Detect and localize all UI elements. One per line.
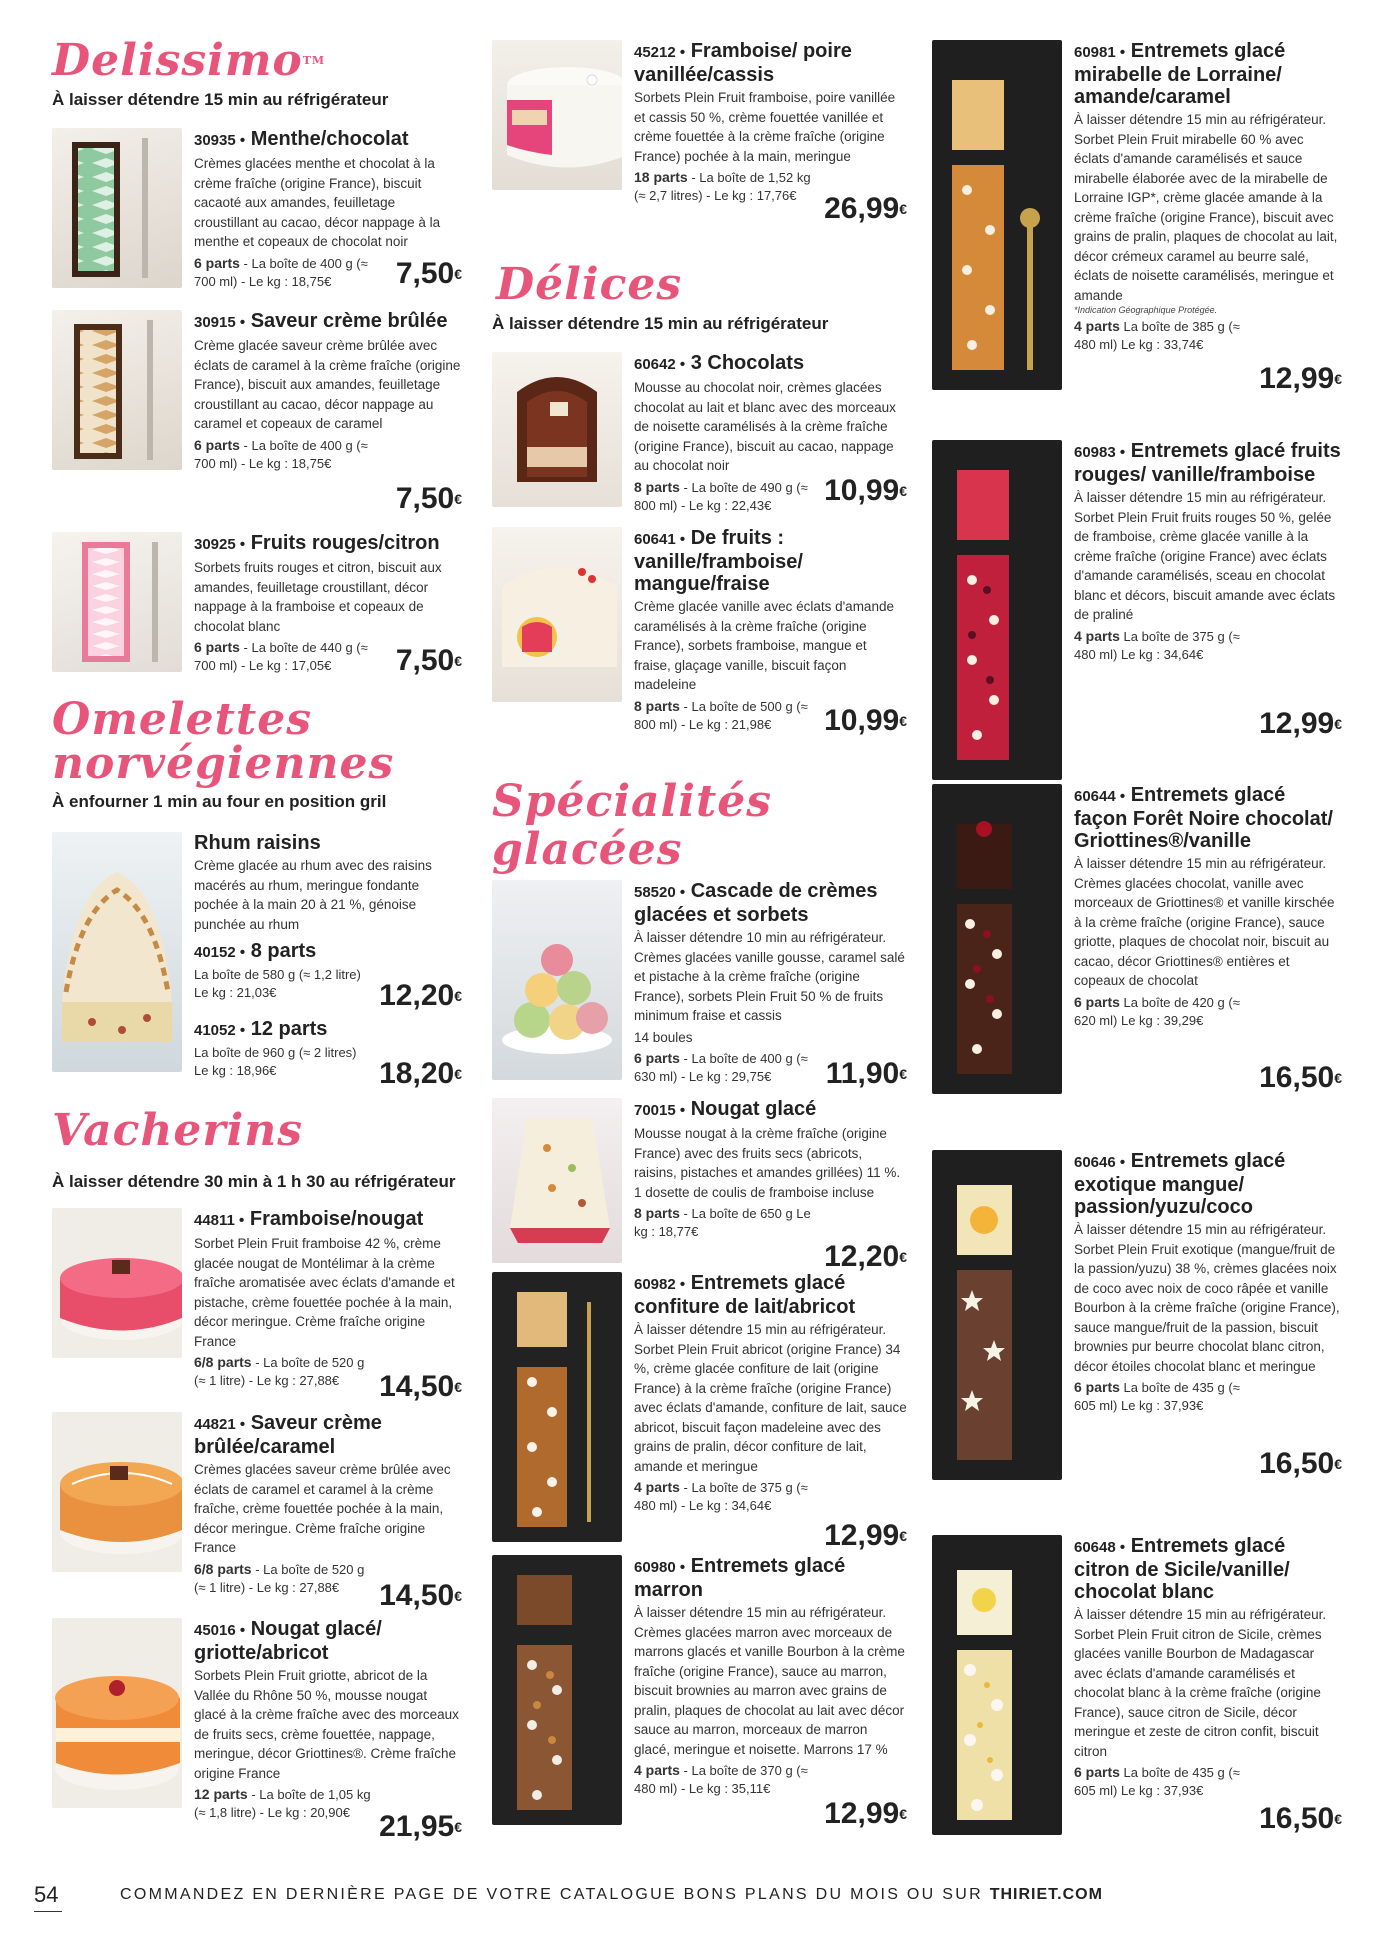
product-text: 30935 • Menthe/chocolat Crèmes glacées menthe et chocolat à la crème fraîche (origine France), biscuit cacaoté aux amandes, feuilletage croustillant au cacao, décor nappage à la menthe et copeaux de chocolat noir 6 parts - La boîte de 400 g (≈ 700 ml) - Le kg : 18,75€ 7,50€ xyxy=(194,128,462,290)
product-card[interactable] xyxy=(52,128,462,290)
product-card[interactable] xyxy=(932,440,1342,740)
variant: 41052 • 12 parts La boîte de 960 g (≈ 2 litres) Le kg : 18,96€ 18,20€ xyxy=(194,1018,462,1090)
product-card[interactable] xyxy=(492,1272,907,1552)
product-photo xyxy=(492,1098,622,1263)
price: 12,99€ xyxy=(824,1797,907,1830)
cake-image xyxy=(492,527,622,702)
price: 21,95€ xyxy=(379,1810,462,1843)
product-photo xyxy=(492,352,622,507)
product-photo xyxy=(492,880,622,1080)
cake-image xyxy=(492,40,622,190)
section-subtitle: À laisser détendre 15 min au réfrigérateur xyxy=(52,90,389,109)
product-card[interactable] xyxy=(492,527,907,737)
price: 16,50€ xyxy=(1259,1802,1342,1835)
cake-image xyxy=(52,832,182,1072)
product-text: 60982 • Entremets glacé confiture de lait/abricot À laisser détendre 15 min au réfrigérateur. Sorbet Plein Fruit abricot (origine France) 34 %, crème glacée confiture de lait (origine France) à la crème fraîche (origine France) avec éclats d'amande, confiture de lait, sauce abricot, biscuit façon madeleine avec des grains de pralin, décor confiture de lait, amande et meringue 4 parts - La boîte de 375 g (≈ 480 ml) - Le kg : 34,64€ 12,99€ xyxy=(634,1272,907,1552)
product-card[interactable] xyxy=(492,880,907,1090)
section-subtitle: À laisser détendre 15 min au réfrigérateur xyxy=(492,314,829,333)
product-text: 44811 • Framboise/nougat Sorbet Plein Fruit framboise 42 %, crème glacée nougat de Montélimar à la crème fraîche aromatisée avec éclats d'amande et pistache, crème fouettée pochée à la main, décor meringue. Crème fraîche origine France 6/8 parts - La boîte de 520 g (≈ 1 litre) - Le kg : 27,88€ 14,50€ xyxy=(194,1208,462,1403)
product-card[interactable] xyxy=(932,40,1342,395)
cake-image xyxy=(932,784,1062,1094)
product-text: 60646 • Entremets glacé exotique mangue/ passion/yuzu/coco À laisser détendre 15 min au réfrigérateur. Sorbet Plein Fruit exotique (mangue/fruit de la passion/yuzu) 38 %, crèmes glacées noix de coco avec noix de coco râpée et vanille Bourbon à la crème fraîche (origine France), sauce mangue/fruit de la passion, biscuit brownies pur beurre chocolat blanc citron, décor étoiles chocolat blanc et meringue 6 parts La boîte de 435 g (≈ 605 ml) Le kg : 37,93€ 16,50€ xyxy=(1074,1150,1342,1480)
product-photo xyxy=(52,832,182,1072)
product-text: Rhum raisins Crème glacée au rhum avec des raisins macérés au rhum, meringue fondante pochée à la main 20 à 21 %, génoise punchée au rhum 40152 • 8 parts La boîte de 580 g (≈ 1,2 litre) Le kg : 21,03€ 12,20€ 41052 • 12 parts La boîte de 960 g (≈ 2 litres) Le kg : 18,96€ 18,20€ xyxy=(194,832,462,1090)
cake-image xyxy=(492,352,622,507)
page-number: 54 xyxy=(34,1882,59,1907)
product-photo xyxy=(932,784,1062,1094)
product-photo xyxy=(492,1555,622,1825)
cake-image xyxy=(932,40,1062,390)
product-text: 45212 • Framboise/ poire vanillée/cassis Sorbets Plein Fruit framboise, poire vanillée et cassis 50 %, crème fouettée vanillée et crème fouettée à la crème fraîche (origine France) pochée à la main, meringue 18 parts - La boîte de 1,52 kg (≈ 2,7 litres) - Le kg : 17,76€ 26,99€ xyxy=(634,40,907,225)
product-text: 60642 • 3 Chocolats Mousse au chocolat noir, crèmes glacées chocolat au lait et blanc avec des morceaux de noisette caramélisés à la crème fraîche (origine France), biscuit au cacao, nappage au chocolat noir 8 parts - La boîte de 490 g (≈ 800 ml) - Le kg : 22,43€ 10,99€ xyxy=(634,352,907,513)
product-photo xyxy=(932,440,1062,780)
product-photo xyxy=(52,1618,182,1808)
product-card[interactable] xyxy=(932,784,1342,1094)
product-photo xyxy=(492,1272,622,1542)
product-text: 60981 • Entremets glacé mirabelle de Lorraine/ amande/caramel À laisser détendre 15 min au réfrigérateur. Sorbet Plein Fruit mirabelle 60 % avec éclats d'amande caramélisés et sauce mirabelle élaborée avec de la mirabelle de Lorraine IGP*, crème glacée amande à la crème fraîche (origine France), biscuit avec grains de pralin, plaques de chocolat au lait, décor crémeux caramel au beurre salé, éclats de noisette caramélisés, meringue et amande *Indication Géographique Protégée. 4 parts La boîte de 385 g (≈ 480 ml) Le kg : 33,74€ 12,99€ xyxy=(1074,40,1342,395)
cake-image xyxy=(52,310,182,470)
price: 7,50€ xyxy=(395,482,462,515)
product-card[interactable] xyxy=(52,310,462,515)
price: 12,99€ xyxy=(1259,362,1342,395)
page-footer xyxy=(0,1882,1397,1922)
product-card[interactable] xyxy=(932,1535,1342,1835)
section-title: Spécialités glacées xyxy=(492,776,773,875)
price: 18,20€ xyxy=(379,1057,462,1090)
product-card[interactable] xyxy=(52,1618,462,1843)
price: 11,90€ xyxy=(825,1057,907,1090)
product-text: 60983 • Entremets glacé fruits rouges/ vanille/framboise À laisser détendre 15 min au réfrigérateur. Sorbet Plein Fruit fruits rouges 50 %, gelée de framboise, crème glacée vanille à la crème fraîche (origine France) avec éclats d'amande caramélisés, sceau en chocolat blanc et décors, biscuit amande avec éclats de praliné 4 parts La boîte de 375 g (≈ 480 ml) Le kg : 34,64€ 12,99€ xyxy=(1074,440,1342,740)
product-text: 60644 • Entremets glacé façon Forêt Noire chocolat/ Griottines®/vanille À laisser détendre 15 min au réfrigérateur. Crèmes glacées chocolat, vanille avec morceaux de Griottines® et vanille kirschée à la crème fraîche (origine France), sauce griotte, plaques de chocolat noir, biscuit au cacao, décor Griottines® entières et copeaux de chocolat 6 parts La boîte de 420 g (≈ 620 ml) Le kg : 39,29€ 16,50€ xyxy=(1074,784,1342,1094)
section-subtitle: À enfourner 1 min au four en position gril xyxy=(52,792,387,811)
product-card[interactable] xyxy=(52,532,462,677)
product-photo xyxy=(932,1150,1062,1480)
cake-image xyxy=(52,532,182,672)
product-card[interactable] xyxy=(492,352,907,513)
section-title: Délices xyxy=(496,259,683,310)
section-delices xyxy=(492,259,907,344)
section-vacherins xyxy=(52,1105,462,1202)
product-text: 60641 • De fruits : vanille/framboise/ mangue/fraise Crème glacée vanille avec éclats d'amande caramélisés à la crème fraîche (origine France), sorbets framboise, mangue et fraise, glaçage vanille, biscuit façon madeleine 8 parts - La boîte de 500 g (≈ 800 ml) - Le kg : 21,98€ 10,99€ xyxy=(634,527,907,737)
section-title: Delissimo™ xyxy=(52,35,326,86)
product-text: 30925 • Fruits rouges/citron Sorbets fruits rouges et citron, biscuit aux amandes, feuilletage croustillant, décor nappage à la framboise et copeaux de chocolat blanc 6 parts - La boîte de 440 g (≈ 700 ml) - Le kg : 17,05€ 7,50€ xyxy=(194,532,462,677)
cake-image xyxy=(492,1272,622,1542)
section-title: Omelettes norvégiennes xyxy=(52,694,395,789)
price: 16,50€ xyxy=(1259,1447,1342,1480)
product-text: 60648 • Entremets glacé citron de Sicile/vanille/ chocolat blanc À laisser détendre 15 min au réfrigérateur. Sorbet Plein Fruit citron de Sicile, crèmes glacées vanille Bourbon de Madagascar avec éclats d'amande caramélisés et chocolat blanc à la crème fraîche (origine France), sauce citron de Sicile, décor meringue et zeste de citron confit, biscuit citron 6 parts La boîte de 435 g (≈ 605 ml) Le kg : 37,93€ 16,50€ xyxy=(1074,1535,1342,1835)
cake-image xyxy=(492,1555,622,1825)
product-photo xyxy=(52,1208,182,1358)
product-photo xyxy=(52,310,182,470)
product-photo xyxy=(492,40,622,190)
cake-image xyxy=(52,1618,182,1808)
section-omelettes xyxy=(52,694,462,822)
product-photo xyxy=(52,1412,182,1572)
cake-image xyxy=(52,1412,182,1572)
price: 7,50€ xyxy=(395,257,462,290)
cake-image xyxy=(492,880,622,1080)
section-delissimo xyxy=(52,35,462,120)
price: 12,99€ xyxy=(1259,707,1342,740)
product-text: 45016 • Nougat glacé/ griotte/abricot Sorbets Plein Fruit griotte, abricot de la Vallée du Rhône 50 %, mousse nougat glacé à la crème fraîche avec des morceaux de fruits secs, crème fouettée, nappage, meringue, décor Griottines®. Crème fraîche origine France 12 parts - La boîte de 1,05 kg (≈ 1,8 litre) - Le kg : 20,90€ 21,95€ xyxy=(194,1618,462,1843)
product-card[interactable] xyxy=(492,1555,907,1830)
product-card[interactable] xyxy=(52,1412,462,1612)
price: 12,99€ xyxy=(824,1519,907,1552)
price: 14,50€ xyxy=(379,1579,462,1612)
price: 12,20€ xyxy=(824,1240,907,1273)
section-specialites xyxy=(492,778,907,874)
product-card[interactable] xyxy=(932,1150,1342,1480)
section-subtitle: À laisser détendre 30 min à 1 h 30 au réfrigérateur xyxy=(52,1172,456,1191)
cake-image xyxy=(932,1150,1062,1480)
product-photo xyxy=(52,532,182,672)
product-card[interactable] xyxy=(52,1208,462,1403)
product-text: 30915 • Saveur crème brûlée Crème glacée saveur crème brûlée avec éclats de caramel à la crème fraîche (origine France), biscuit aux amandes, feuilletage croustillant au cacao, décor nappage au caramel et copeaux de caramel 6 parts - La boîte de 400 g (≈ 700 ml) - Le kg : 18,75€ 7,50€ xyxy=(194,310,462,515)
product-photo xyxy=(932,1535,1062,1835)
product-photo xyxy=(52,128,182,288)
site-link[interactable]: THIRIET.COM xyxy=(989,1886,1103,1903)
price: 16,50€ xyxy=(1259,1061,1342,1094)
cake-image xyxy=(492,1098,622,1263)
product-text: 70015 • Nougat glacé Mousse nougat à la crème fraîche (origine France) avec des fruits secs (abricots, raisins, pistaches et amandes grillées) 11 %. 1 dosette de coulis de framboise incluse 8 parts - La boîte de 650 g Le kg : 18,77€ 12,20€ xyxy=(634,1098,907,1273)
price: 12,20€ xyxy=(379,979,462,1012)
cake-image xyxy=(52,128,182,288)
product-text: 60980 • Entremets glacé marron À laisser détendre 15 min au réfrigérateur. Crèmes glacées marron avec morceaux de marrons glacés et vanille Bourbon à la crème fraîche (origine France), sauce au marron, biscuit brownies au marron avec grains de pralin, plaques de chocolat au lait avec décor sauce au marron, morceaux de marron glacé, meringue et noisette. Marrons 17 % 4 parts - La boîte de 370 g (≈ 480 ml) - Le kg : 35,11€ 12,99€ xyxy=(634,1555,907,1830)
footer-text: COMMANDEZ EN DERNIÈRE PAGE DE VOTRE CATALOGUE BONS PLANS DU MOIS OU SUR THIRIET.COM xyxy=(120,1886,1103,1903)
price: 10,99€ xyxy=(824,704,907,737)
cake-image xyxy=(932,1535,1062,1835)
price: 26,99€ xyxy=(824,192,907,225)
product-text: 44821 • Saveur crème brûlée/caramel Crèmes glacées saveur crème brûlée avec éclats de caramel et caramel à la crème fraîche, crème fouettée pochée à la main, décor meringue. Crème fraîche origine France 6/8 parts - La boîte de 520 g (≈ 1 litre) - Le kg : 27,88€ 14,50€ xyxy=(194,1412,462,1612)
product-card[interactable] xyxy=(492,40,907,225)
variant: 40152 • 8 parts La boîte de 580 g (≈ 1,2 litre) Le kg : 21,03€ 12,20€ xyxy=(194,940,462,1012)
product-photo xyxy=(932,40,1062,390)
section-title: Vacherins xyxy=(52,1105,304,1156)
product-card[interactable] xyxy=(492,1098,907,1273)
product-card[interactable] xyxy=(52,832,462,1090)
price: 7,50€ xyxy=(395,644,462,677)
cake-image xyxy=(52,1208,182,1358)
price: 14,50€ xyxy=(379,1370,462,1403)
product-text: 58520 • Cascade de crèmes glacées et sorbets À laisser détendre 10 min au réfrigérateur. Crèmes glacées vanille gousse, caramel salé et pistache à la crème fraîche (origine France), sorbets Plein Fruit 50 % de fruits minimum fraise et cassis 14 boules 6 parts - La boîte de 400 g (≈ 630 ml) - Le kg : 29,75€ 11,90€ xyxy=(634,880,907,1090)
divider xyxy=(34,1911,62,1912)
cake-image xyxy=(932,440,1062,780)
product-photo xyxy=(492,527,622,702)
price: 10,99€ xyxy=(824,474,907,507)
